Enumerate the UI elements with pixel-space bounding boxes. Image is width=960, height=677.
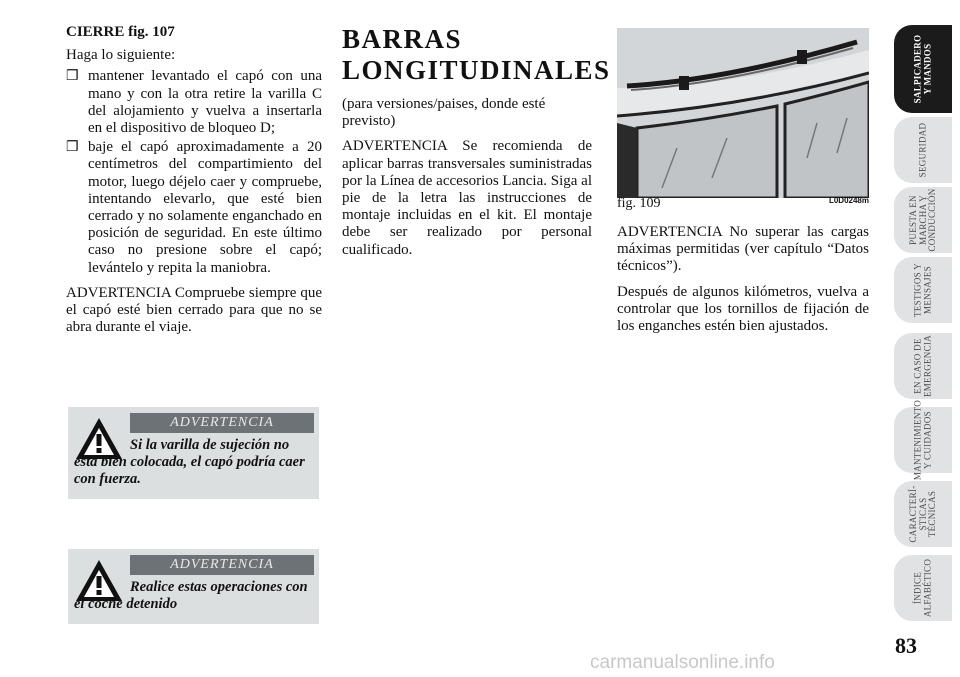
column-right	[617, 224, 869, 343]
list-item	[66, 68, 322, 137]
tab-label: SEGURIDAD	[917, 122, 928, 178]
tab-label: PUESTA EN MARCHA Y CONDUCCIÓN	[907, 188, 937, 252]
figure-caption-row	[617, 196, 869, 212]
tab-salpicadero[interactable]	[894, 25, 952, 113]
title-line: BARRAS	[342, 24, 463, 54]
list-item-text: baje el capó aproximadamente a 20 centímetros del compartimiento del motor, luego déjelo caer y compruebe, intentando elevarlo, que esté bien cerrado y no solamente enganchado en posición de seguridad. En este último caso no presione sobre el capó; levántelo y repita la maniobra.	[88, 139, 322, 276]
car-roof-bars-figure	[617, 28, 869, 198]
tab-testigos[interactable]	[894, 257, 952, 323]
tab-label: TESTIGOS Y MENSAJES	[912, 263, 932, 317]
warning-text: Si la varilla de sujeción no está bien colocada, el capó podría caer con fuerza.	[74, 437, 305, 487]
tab-indice[interactable]	[894, 555, 952, 621]
checkbox-bullet-icon: ❒	[66, 69, 79, 85]
tab-label: ÍNDICE ALFABÉTICO	[912, 558, 932, 618]
warning-label: ADVERTENCIA	[130, 413, 314, 433]
figure-code: L0D0248m	[828, 196, 869, 205]
warning-text: Realice estas operaciones con el coche detenido	[74, 579, 308, 612]
warning-label: ADVERTENCIA	[130, 555, 314, 575]
title-line: LONGITUDINALES	[342, 55, 611, 85]
tab-puesta-en-marcha[interactable]	[894, 187, 952, 253]
checkbox-bullet-icon: ❒	[66, 140, 79, 156]
list-item	[66, 139, 322, 277]
column-middle	[342, 24, 611, 267]
watermark: carmanualsonline.info	[590, 652, 775, 673]
tab-label: EN CASO DE EMERGENCIA	[912, 335, 932, 397]
subtitle: (para versiones/paises, donde esté previsto)	[342, 96, 546, 130]
tab-mantenimiento[interactable]	[894, 399, 952, 481]
column-left	[66, 24, 322, 344]
tab-label: SALPICADERO Y MANDOS	[912, 34, 932, 104]
tab-caracteristicas[interactable]	[894, 481, 952, 547]
page-number: 83	[895, 633, 917, 658]
tab-emergencia[interactable]	[894, 333, 952, 399]
body-paragraph: ADVERTENCIA No superar las cargas máximas permitidas (ver capítulo “Datos técnicos”).	[617, 224, 869, 275]
tab-seguridad[interactable]	[894, 117, 952, 183]
tab-label: MANTENIMIENTO Y CUIDADOS	[912, 399, 932, 481]
advert-paragraph: ADVERTENCIA Compruebe siempre que el capó esté bien cerrado para que no se abra durante el viaje.	[66, 284, 322, 336]
section-title	[342, 24, 611, 86]
warning-box	[68, 407, 319, 499]
warning-box	[68, 549, 319, 624]
body-paragraph: ADVERTENCIA Se recomienda de aplicar barras transversales suministradas por la Línea de accesorios Lancia. Siga al pie de la letra las instrucciones de montaje incluidas en el kit. El montaje debe ser realizado por personal cualificado.	[342, 138, 592, 258]
figure-caption: fig. 109	[617, 196, 661, 211]
body-paragraph: Después de algunos kilómetros, vuelva a controlar que los tornillos de fijación de los enganches estén bien ajustados.	[617, 283, 869, 335]
tab-label: CARACTERÍ- STICAS TÉCNICAS	[907, 485, 937, 543]
list-item-text: mantener levantado el capó con una mano y con la otra retire la varilla C del alojamiento y vuelva a insertarla en el dispositivo de bloqueo D;	[88, 68, 322, 137]
roof-bars-illustration	[617, 28, 869, 198]
section-heading: CIERRE fig. 107	[66, 24, 175, 40]
intro-text: Haga lo siguiente:	[66, 47, 176, 64]
